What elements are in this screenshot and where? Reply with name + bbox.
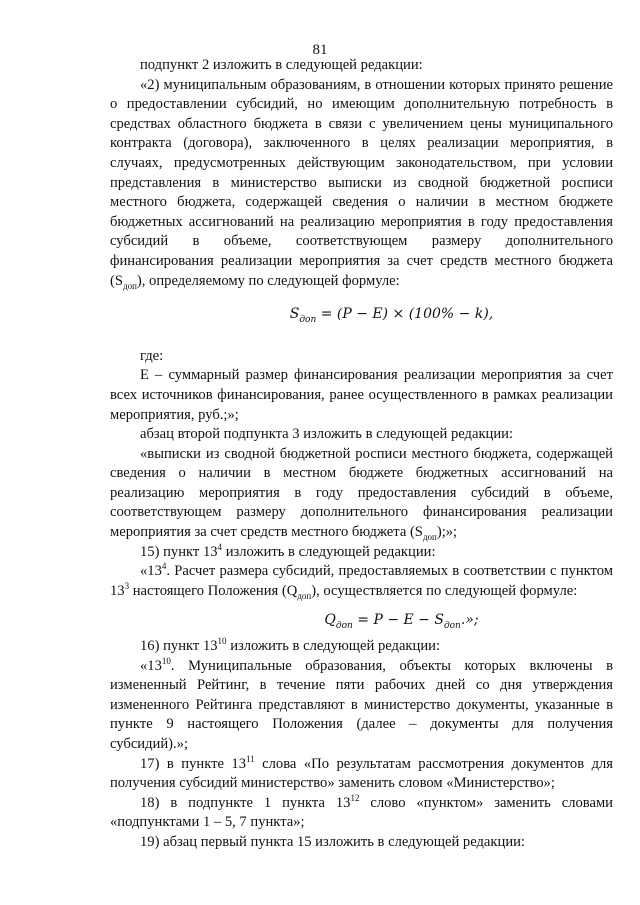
paragraph-5: абзац второй подпункта 3 изложить в следующей редакции: xyxy=(140,426,514,443)
paragraph-3: где: xyxy=(140,347,164,364)
paragraph-8: «$13^4$. Расчет размера субсидий, предоставляемых в соответствии с пунктом $13^3$ настоящего Положения $(Q_{доп})$, осуществляется по следующей формуле: xyxy=(110,561,613,601)
formula-s-dop: $S_{доп} = (P - E) \times (100\% - k)$, xyxy=(289,306,494,325)
paragraph-13: 19) абзац первый пункта 15 изложить в следующей редакции: xyxy=(140,833,525,850)
document-body xyxy=(110,56,613,853)
paragraph-1: подпункт 2 изложить в следующей редакции: xyxy=(140,57,423,73)
paragraph-4: E – суммарный размер финансирования реализации мероприятия за счет всех источников финансирования, ранее осуществленного в рамках реализации мероприятия, руб.;»; xyxy=(110,367,613,423)
paragraph-2: «2) муниципальным образованиям, в отношении которых принято решение о предоставлении субсидий, но имеющим дополнительную потребность в средствах областного бюджета в связи с увеличением цены муниципального контракта (договора), заключенного в целях реализации мероприятия, в случаях, предусмотренных действующим законодательством, при условии представления в министерство выписки из сводной бюджетной росписи местного бюджета, содержащей сведения о наличии в местном бюджете бюджетных ассигнований на реализацию мероприятия в году предоставления субсидий в объеме, соответствующем размеру дополнительного финансирования реализации мероприятия за счет средств местного бюджета $(S_{доп})$, определяемому по следующей формуле: xyxy=(110,76,613,291)
paragraph-6: «выписки из сводной бюджетной росписи местного бюджета, содержащей сведения о наличии в местном бюджете бюджетных ассигнований на реализацию мероприятия в году предоставления субсидий в объеме, соответствующем размеру дополнительного финансирования реализации мероприятия за счет средств местного бюджета $(S_{доп})$;»; xyxy=(110,445,613,542)
paragraph-12: 18) в подпункте 1 пункта $13^{12}$ слово «пунктом» заменить словами «подпунктами 1 – 5, 7 пункта»; xyxy=(110,792,613,831)
paragraph-7: 15) пункт $13^4$ изложить в следующей редакции: xyxy=(140,541,436,560)
paragraph-10: «$13^{10}$. Муниципальные образования, объекты которых включены в измененный Рейтинг, в течение пяти рабочих дней со дня утверждения измененного Рейтинга представляют в министерство документы, указанные в пункте 9 настоящего Положения (далее – документы для получения субсидий).»; xyxy=(110,655,613,752)
page-number: 81 xyxy=(312,42,328,58)
paragraph-9: 16) пункт $13^{10}$ изложить в следующей редакции: xyxy=(140,636,441,655)
paragraph-11: 17) в пункте $13^{11}$ слова «По результатам рассмотрения документов для получения субсидий министерство» заменить словом «Министерство»; xyxy=(110,753,613,792)
formula-q-dop: $Q_{доп} = P - E - S_{доп}$.»; xyxy=(324,612,479,632)
